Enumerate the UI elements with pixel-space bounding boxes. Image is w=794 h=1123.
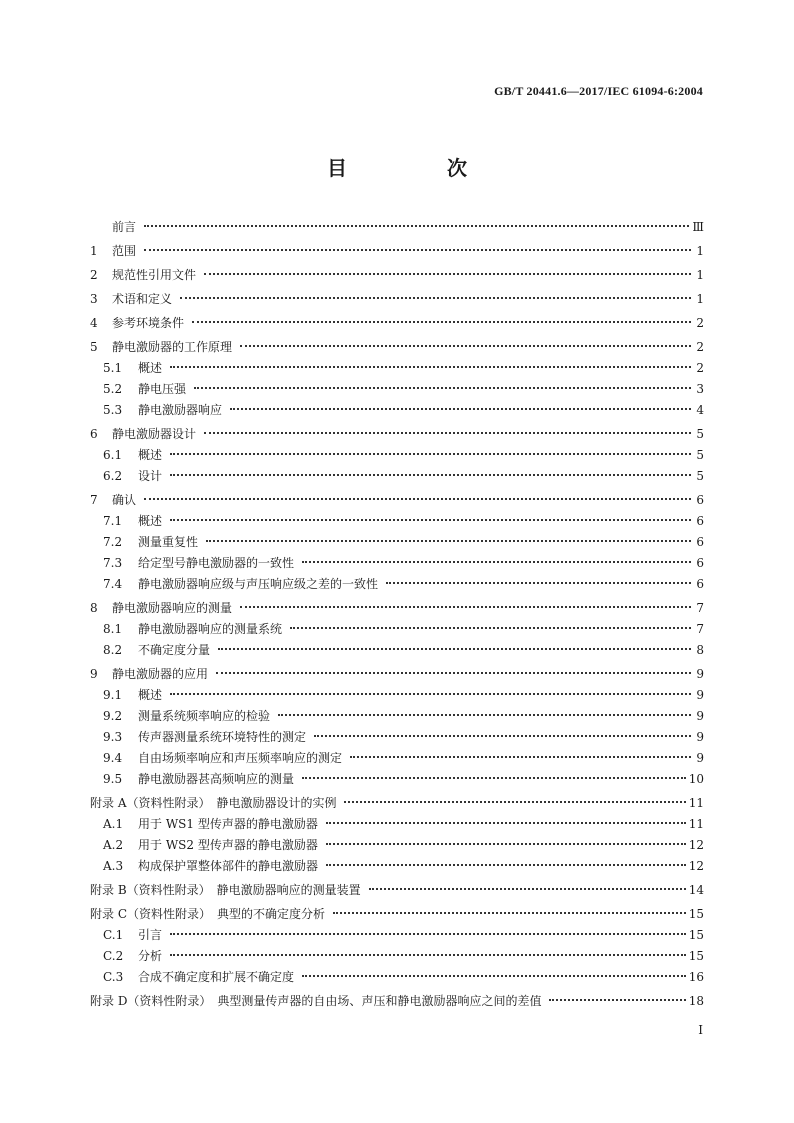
toc-entry-label: 概述 (138, 688, 163, 702)
toc-entry-label: 静电激励器的工作原理 (112, 340, 233, 354)
toc-entry-page: 9 (696, 709, 704, 723)
dot-leader (386, 582, 691, 584)
dot-leader (170, 453, 691, 455)
toc-entry[interactable] (90, 598, 704, 619)
toc-entry[interactable] (90, 856, 704, 877)
dot-leader (180, 297, 691, 299)
toc-entry[interactable] (90, 946, 704, 967)
dot-leader (326, 843, 686, 845)
table-of-contents (90, 217, 704, 1012)
toc-entry[interactable] (90, 553, 704, 574)
toc-entry-label: 设计 (138, 469, 163, 483)
dot-leader (170, 954, 686, 956)
toc-entry-number: 5.1 (103, 361, 123, 375)
toc-entry-label: 术语和定义 (112, 292, 173, 306)
toc-entry[interactable] (90, 574, 704, 595)
toc-entry-number: 9.1 (103, 688, 123, 702)
toc-entry[interactable] (90, 532, 704, 553)
toc-entry[interactable] (90, 664, 704, 685)
toc-entry[interactable] (90, 748, 704, 769)
toc-entry-number: 1 (90, 244, 98, 258)
toc-entry[interactable] (90, 769, 704, 790)
dot-leader (278, 714, 691, 716)
toc-entry-page: 12 (688, 838, 704, 852)
toc-entry-number: C.2 (103, 949, 124, 963)
dot-leader (230, 408, 691, 410)
dot-leader (240, 345, 691, 347)
toc-entry-label: 测量重复性 (138, 535, 199, 549)
toc-entry-label: 静电激励器甚高频响应的测量 (138, 772, 295, 786)
toc-entry-page: 5 (696, 427, 704, 441)
toc-entry-number: 9.4 (103, 751, 123, 765)
toc-entry-page: 12 (688, 859, 704, 873)
toc-entry-page: 9 (696, 751, 704, 765)
toc-entry-page: 15 (688, 949, 704, 963)
toc-entry-number: 7 (90, 493, 98, 507)
standard-code: GB/T 20441.6—2017/IEC 61094-6:2004 (494, 84, 703, 98)
dot-leader (206, 540, 691, 542)
toc-entry-number: 9 (90, 667, 98, 681)
toc-entry-page: 8 (696, 643, 704, 657)
toc-entry[interactable] (90, 685, 704, 706)
dot-leader (144, 498, 691, 500)
toc-entry-number: 9.3 (103, 730, 123, 744)
dot-leader (240, 606, 691, 608)
toc-entry-number: 7.1 (103, 514, 123, 528)
toc-entry-label: 构成保护罩整体部件的静电激励器 (138, 859, 319, 873)
toc-entry-label: 附录 B（资料性附录） 静电激励器响应的测量装置 (90, 883, 361, 897)
toc-entry[interactable] (90, 640, 704, 661)
toc-entry-number: A.3 (103, 859, 124, 873)
page-number: I (698, 1023, 703, 1037)
toc-entry-page: 6 (696, 535, 704, 549)
toc-entry-page: 18 (688, 994, 704, 1008)
toc-entry-label: 自由场频率响应和声压频率响应的测定 (138, 751, 343, 765)
toc-entry-number: 5.2 (103, 382, 123, 396)
dot-leader (144, 225, 689, 227)
toc-entry-page: 14 (688, 883, 704, 897)
toc-entry[interactable] (90, 400, 704, 421)
toc-entry-number: 7.3 (103, 556, 123, 570)
toc-entry-page: 9 (696, 730, 704, 744)
dot-leader (170, 366, 691, 368)
toc-entry-label: 概述 (138, 448, 163, 462)
toc-entry-label: 分析 (138, 949, 163, 963)
dot-leader (192, 321, 691, 323)
toc-entry[interactable] (90, 706, 704, 727)
toc-entry-label: 给定型号静电激励器的一致性 (138, 556, 295, 570)
toc-entry-label: 范围 (112, 244, 137, 258)
toc-entry-number: 6.2 (103, 469, 123, 483)
toc-entry[interactable] (90, 379, 704, 400)
toc-entry-page: 15 (688, 928, 704, 942)
toc-entry-number: 6 (90, 427, 98, 441)
toc-entry-label: 规范性引用文件 (112, 268, 197, 282)
toc-entry-page: 9 (696, 667, 704, 681)
toc-entry-number: 9.5 (103, 772, 123, 786)
toc-entry[interactable] (90, 727, 704, 748)
toc-entry[interactable] (90, 490, 704, 511)
dot-leader (302, 975, 686, 977)
toc-entry[interactable] (90, 880, 704, 901)
toc-entry[interactable] (90, 619, 704, 640)
toc-entry[interactable] (90, 835, 704, 856)
toc-entry-label: 测量系统频率响应的检验 (138, 709, 271, 723)
toc-entry-page: 16 (688, 970, 704, 984)
toc-entry[interactable] (90, 925, 704, 946)
toc-entry-label: 不确定度分量 (138, 643, 211, 657)
dot-leader (204, 432, 691, 434)
toc-entry[interactable] (90, 466, 704, 487)
toc-entry-label: 静电激励器响应级与声压响应级之差的一致性 (138, 577, 379, 591)
page-title: 目 次 (327, 156, 507, 180)
toc-entry-page: 5 (696, 448, 704, 462)
toc-entry-page: 1 (696, 292, 704, 306)
toc-entry[interactable] (90, 814, 704, 835)
toc-entry-label: 静电激励器响应的测量系统 (138, 622, 283, 636)
toc-entry-page: 6 (696, 514, 704, 528)
dot-leader (170, 933, 686, 935)
toc-entry-label: 附录 C（资料性附录） 典型的不确定度分析 (90, 907, 325, 921)
toc-entry-number: 5 (90, 340, 98, 354)
toc-entry-label: 静电激励器设计 (112, 427, 197, 441)
dot-leader (326, 864, 686, 866)
toc-entry-label: 概述 (138, 514, 163, 528)
toc-entry[interactable] (90, 241, 704, 262)
dot-leader (218, 648, 691, 650)
toc-entry-page: 11 (688, 817, 704, 831)
toc-entry[interactable] (90, 793, 704, 814)
toc-entry-number: 9.2 (103, 709, 123, 723)
toc-entry-label: 参考环境条件 (112, 316, 185, 330)
toc-entry-label: 静电激励器响应的测量 (112, 601, 233, 615)
toc-entry-label: 传声器测量系统环境特性的测定 (138, 730, 307, 744)
toc-entry-label: 引言 (138, 928, 163, 942)
toc-entry-label: 用于 WS1 型传声器的静电激励器 (138, 817, 318, 831)
dot-leader (170, 693, 691, 695)
toc-entry-label: 附录 A（资料性附录） 静电激励器设计的实例 (90, 796, 337, 810)
toc-entry-page: 2 (696, 316, 704, 330)
toc-entry-page: 9 (696, 688, 704, 702)
toc-entry[interactable] (90, 445, 704, 466)
dot-leader (170, 519, 691, 521)
toc-entry[interactable] (90, 904, 704, 925)
toc-entry[interactable] (90, 358, 704, 379)
toc-entry-label: 前言 (112, 220, 137, 234)
toc-entry-page: 1 (696, 268, 704, 282)
toc-entry-number: 2 (90, 268, 98, 282)
toc-entry-page: 6 (696, 556, 704, 570)
toc-entry-number: A.2 (103, 838, 124, 852)
toc-entry-number: C.3 (103, 970, 124, 984)
toc-entry-label: 概述 (138, 361, 163, 375)
dot-leader (314, 735, 691, 737)
dot-leader (204, 273, 691, 275)
toc-entry-page: 4 (696, 403, 704, 417)
toc-entry-page: 15 (688, 907, 704, 921)
dot-leader (144, 249, 691, 251)
toc-entry-page: Ⅲ (692, 220, 704, 234)
toc-entry-number: 7.4 (103, 577, 123, 591)
dot-leader (350, 756, 691, 758)
dot-leader (302, 561, 691, 563)
toc-entry[interactable] (90, 289, 704, 310)
dot-leader (333, 912, 686, 914)
toc-entry-label: 用于 WS2 型传声器的静电激励器 (138, 838, 318, 852)
toc-entry-page: 6 (696, 577, 704, 591)
toc-entry-page: 2 (696, 340, 704, 354)
toc-entry[interactable] (90, 337, 704, 358)
toc-entry-label: 确认 (112, 493, 137, 507)
toc-entry-number: A.1 (103, 817, 124, 831)
toc-entry[interactable] (90, 511, 704, 532)
toc-entry-page: 3 (696, 382, 704, 396)
toc-entry-page: 11 (688, 796, 704, 810)
toc-entry-page: 7 (696, 622, 704, 636)
toc-entry[interactable] (90, 991, 704, 1012)
dot-leader (194, 387, 691, 389)
toc-entry[interactable] (90, 265, 704, 286)
dot-leader (549, 999, 685, 1001)
toc-entry-label: 静电激励器响应 (138, 403, 223, 417)
toc-entry-label: 静电压强 (138, 382, 187, 396)
dot-leader (302, 777, 686, 779)
dot-leader (170, 474, 691, 476)
toc-entry-page: 5 (696, 469, 704, 483)
dot-leader (369, 888, 686, 890)
dot-leader (344, 801, 685, 803)
toc-entry-page: 1 (696, 244, 704, 258)
toc-entry[interactable] (90, 424, 704, 445)
toc-entry-page: 10 (688, 772, 704, 786)
toc-entry-label: 附录 D（资料性附录） 典型测量传声器的自由场、声压和静电激励器响应之间的差值 (90, 994, 542, 1008)
toc-entry-label: 合成不确定度和扩展不确定度 (138, 970, 295, 984)
toc-entry-page: 7 (696, 601, 704, 615)
toc-entry-number: 8 (90, 601, 98, 615)
toc-entry[interactable] (90, 217, 704, 238)
toc-entry-number: 8.1 (103, 622, 123, 636)
toc-entry-label: 静电激励器的应用 (112, 667, 209, 681)
toc-entry-number: C.1 (103, 928, 124, 942)
dot-leader (326, 822, 686, 824)
toc-entry-number: 5.3 (103, 403, 123, 417)
toc-entry-page: 2 (696, 361, 704, 375)
dot-leader (290, 627, 691, 629)
toc-entry[interactable] (90, 967, 704, 988)
toc-entry-number: 7.2 (103, 535, 123, 549)
toc-entry-number: 8.2 (103, 643, 123, 657)
toc-entry-number: 6.1 (103, 448, 123, 462)
toc-entry[interactable] (90, 313, 704, 334)
dot-leader (216, 672, 691, 674)
toc-entry-page: 6 (696, 493, 704, 507)
toc-entry-number: 4 (90, 316, 98, 330)
toc-entry-number: 3 (90, 292, 98, 306)
